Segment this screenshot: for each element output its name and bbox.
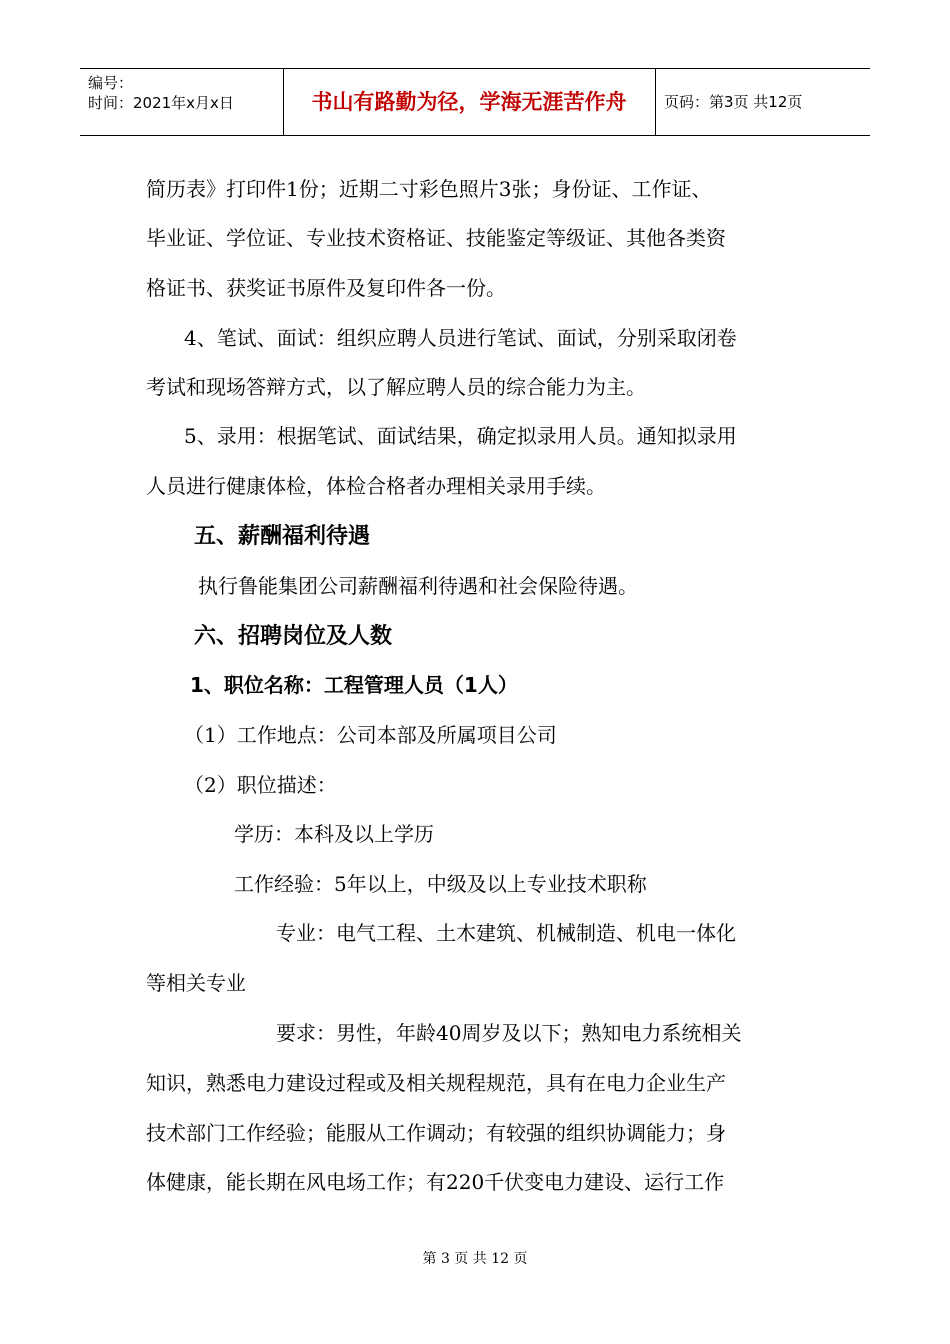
body-line: 执行鲁能集团公司薪酬福利待遇和社会保险待遇。 [198, 574, 638, 598]
body-line: 简历表》打印件1份；近期二寸彩色照片3张；身份证、工作证、 [146, 177, 712, 201]
body-line: （2）职位描述： [184, 773, 337, 797]
body-line: 工作经验：5年以上，中级及以上专业技术职称 [234, 872, 647, 896]
body-line: 4、笔试、面试：组织应聘人员进行笔试、面试，分别采取闭卷 [184, 326, 737, 350]
body-line: 体健康，能长期在风电场工作；有220千伏变电力建设、运行工作 [146, 1170, 725, 1194]
body-line: 毕业证、学位证、专业技术资格证、技能鉴定等级证、其他各类资 [146, 226, 726, 250]
document-header [80, 68, 870, 136]
body-line: 人员进行健康体检，体检合格者办理相关录用手续。 [146, 474, 606, 498]
position-heading: 1、职位名称：工程管理人员（1人） [190, 673, 518, 697]
time-label: 时间：2021年x月x日 [88, 94, 234, 112]
header-page-info: 页码：第3页 共12页 [664, 93, 803, 111]
body-line: 知识，熟悉电力建设过程或及相关规程规范，具有在电力企业生产 [146, 1071, 726, 1095]
body-line: 技术部门工作经验；能服从工作调动；有较强的组织协调能力；身 [146, 1121, 726, 1145]
number-label: 编号： [88, 74, 134, 92]
body-line: 格证书、获奖证书原件及复印件各一份。 [146, 276, 506, 300]
body-line: 学历：本科及以上学历 [234, 822, 434, 846]
page-footer: 第 3 页 共 12 页 [422, 1251, 528, 1267]
body-line: 5、录用：根据笔试、面试结果，确定拟录用人员。通知拟录用 [184, 424, 737, 448]
section-heading: 六、招聘岗位及人数 [194, 624, 393, 649]
body-line: 考试和现场答辩方式，以了解应聘人员的综合能力为主。 [146, 375, 646, 399]
section-heading: 五、薪酬福利待遇 [194, 524, 371, 549]
header-motto: 书山有路勤为径，学海无涯苦作舟 [311, 90, 627, 114]
body-line: 等相关专业 [146, 971, 246, 995]
body-line: （1）工作地点：公司本部及所属项目公司 [184, 723, 557, 747]
header-divider [655, 69, 656, 135]
header-meta [88, 73, 234, 113]
body-line: 专业：电气工程、土木建筑、机械制造、机电一体化 [276, 921, 736, 945]
body-line: 要求：男性，年龄40周岁及以下；熟知电力系统相关 [276, 1021, 742, 1045]
